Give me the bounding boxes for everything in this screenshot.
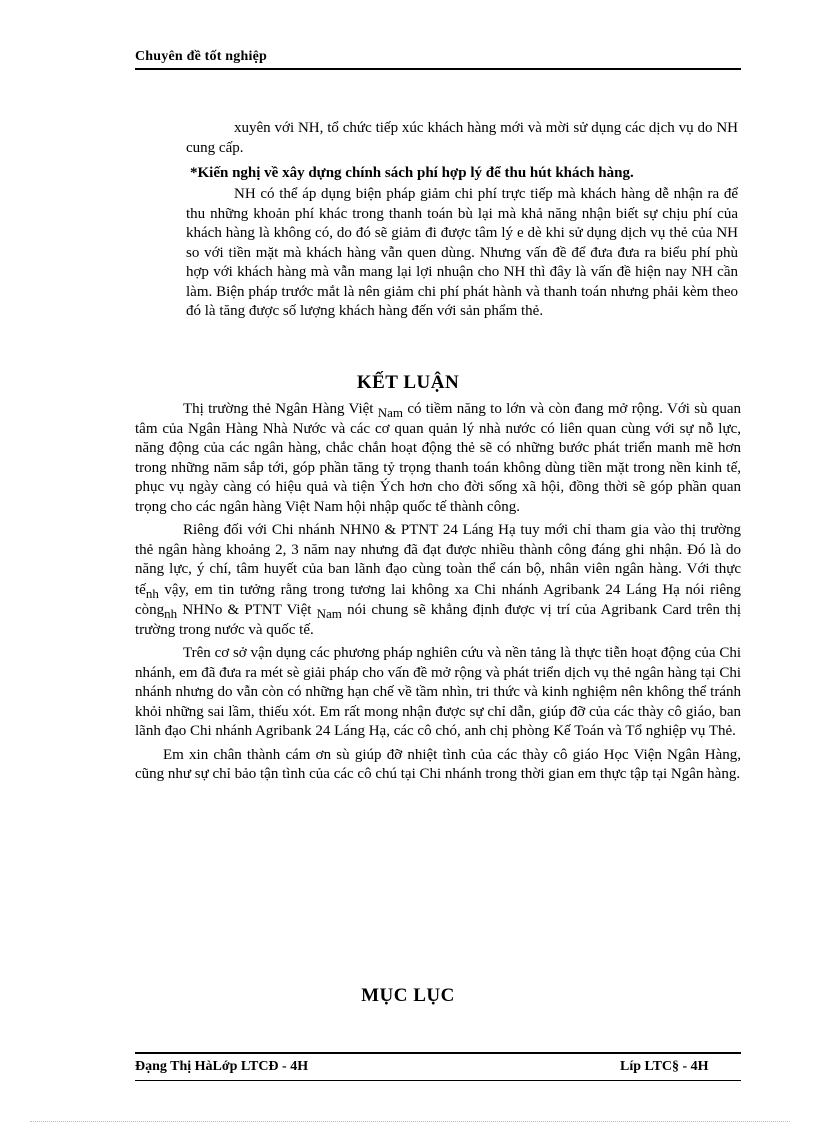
conclusion-body	[135, 399, 741, 785]
conclusion-p2-text-d: nói chung sẽ khẳng định được vị trí của Agribank Card trên thị trường trong nước và quốc tế.	[135, 602, 741, 638]
page-break-line	[30, 1121, 790, 1122]
section1-body-block	[186, 185, 738, 322]
recommendation-heading: *Kiến nghị về xây dựng chính sách phí hợp lý để thu hút khách hàng.	[190, 165, 634, 181]
header-divider	[135, 68, 741, 70]
table-of-contents-heading: MỤC LỤC	[361, 985, 455, 1006]
section1-paragraph-1: xuyên với NH, tổ chức tiếp xúc khách hàng mới và mời sử dụng các dịch vụ do NH cung cấp.	[186, 120, 738, 156]
conclusion-p2-subscript-3: Nam	[316, 606, 342, 621]
conclusion-p1-text-a: Thị trường thẻ Ngân Hàng Việt	[183, 401, 378, 417]
conclusion-p2-text-a: Riêng đối với Chi nhánh NHN0 & PTNT 24 Láng Hạ tuy mới chỉ tham gia vào thị trường thẻ ngân hàng khoảng 2, 3 năm nay nhưng đã đạt được nhiều thành công đáng ghi nhận. Đó là do năng lực, ý chí, tâm huyết của ban lãnh đạo cùng toàn thể cán bộ, nhân viên ngân hàng. Với thực tế	[135, 522, 741, 598]
conclusion-paragraph-2	[135, 521, 741, 640]
footer-divider	[135, 1052, 741, 1054]
footer-class-code: Líp LTC§ - 4H	[620, 1059, 709, 1074]
conclusion-p1-subscript: Nam	[377, 405, 404, 420]
page-header-title: Chuyên đề tốt nghiệp	[135, 49, 267, 64]
footer-author-class: Đạng Thị HàLớp LTCĐ - 4H	[135, 1059, 309, 1074]
section1-heading-block	[190, 164, 742, 184]
conclusion-p1-text-b: có tiềm năng to lớn và còn đang mở rộng. Với sù quan tâm của Ngân Hàng Nhà Nước và các cơ quan quản lý nhà nước có liên quan cùng với sự nỗ lực, năng động của các ngân hàng, chắc chắn hoạt động thẻ sẽ có những bước phát triển manh mẽ hơn trong những năm sắp tới, góp phần tăng tỷ trọng thanh toán không dùng tiền mặt trong nền kinh tế, phục vụ ngày càng có hiệu quả và tiện Ých hơn cho đời sống xã hội, đồng thời sẽ góp phần quan trọng cho các ngân hàng Việt Nam hội nhập quốc tế thành công.	[135, 401, 742, 515]
section1-paragraph-2: NH có thể áp dụng biện pháp giảm chi phí trực tiếp mà khách hàng dễ nhận ra để thu những khoản phí khác trong thanh toán bù lại mà khả năng nhận biết sự chịu phí của khách hàng là không có, do đó sẽ giảm đi được tâm lý e dè khi sử dụng dịch vụ thẻ của NH so với tiền mặt mà khách hàng vẫn quen dùng. Nhưng vấn đề để đưa đưa ra biểu phí phù hợp với khách hàng mà vẫn mang lại lợi nhuận cho NH thì đây là vấn đề hiện nay NH cần làm. Biện pháp trước mắt là nên giảm chi phí phát hành và thanh toán nhưng phải kèm theo đó là tăng được số lượng khách hàng đến với sản phẩm thẻ.	[186, 186, 738, 319]
conclusion-p2-subscript-1: nh	[145, 585, 159, 601]
conclusion-paragraph-1	[135, 399, 741, 517]
conclusion-p2-text-c: NHNo & PTNT Việt	[177, 602, 317, 618]
footer-divider-bottom	[135, 1080, 741, 1081]
conclusion-p2-text-b: vậy, em tin tưởng rằng trong tương lai không xa Chi nhánh Agribank 24 Láng Hạ nói riêng còng	[135, 581, 741, 618]
conclusion-heading: KẾT LUẬN	[356, 372, 460, 393]
conclusion-paragraph-3: Trên cơ sở vận dụng các phương pháp nghiên cứu và nền tảng là thực tiễn hoạt động của Chi nhánh, em đã đưa ra mét sè giải pháp cho vấn đề mở rộng và phát triển dịch vụ thẻ ngân hàng tại Chi nhánh nhưng do vẫn còn có những hạn chế về tầm nhìn, tri thức và kinh nghiệm nên không thể tránh khỏi những sai lầm, thiếu xót. Em rất mong nhận được sự chỉ dẫn, giúp đỡ của các thày cô giáo, ban lãnh đạo Chi nhánh Agribank 24 Láng Hạ, các cô chó, anh chị phòng Kế Toán và Tổ nghiệp vụ Thẻ.	[135, 645, 741, 739]
section1-block	[186, 119, 738, 158]
conclusion-paragraph-4: Em xin chân thành cám ơn sù giúp đỡ nhiệt tình của các thày cô giáo Học Viện Ngân Hàng, cũng như sự chỉ bảo tận tình của các cô chú tại Chi nhánh trong thời gian em thực tập tại Ngân hàng.	[135, 746, 741, 782]
conclusion-p2-subscript-2: nh	[164, 606, 178, 621]
